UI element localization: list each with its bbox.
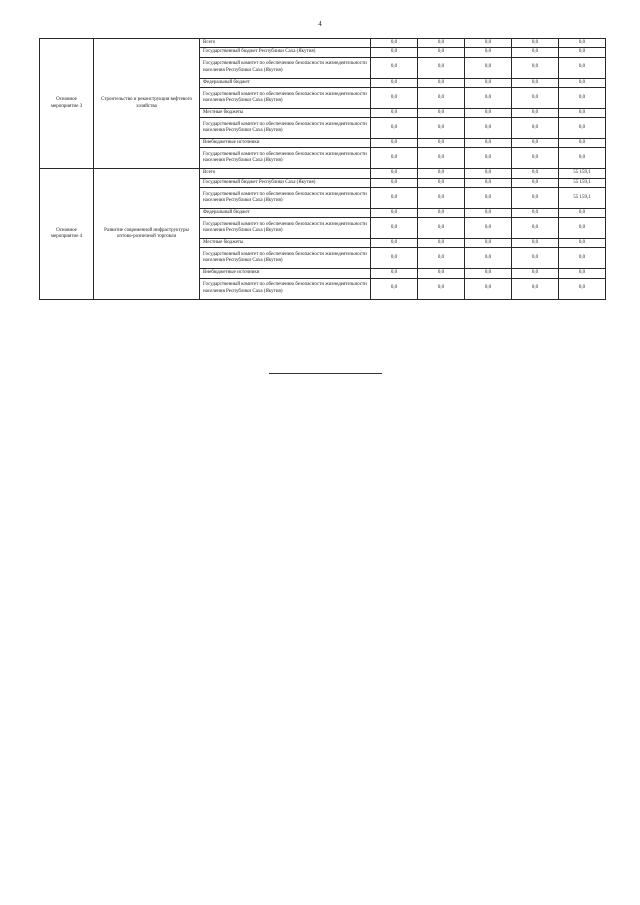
value-cell: 0,0 [418,248,465,269]
value-cell: 0,0 [371,269,418,278]
value-cell: 0,0 [371,169,418,178]
value-cell: 0,0 [465,269,512,278]
funding-source-cell: Государственный комитет по обеспечению безопасности жизнедеятельности населения Республики Саха (Якутия) [200,57,371,78]
funding-source-cell: Внебюджетные источники [200,139,371,148]
value-cell: 0,0 [418,169,465,178]
value-cell: 0,0 [512,239,559,248]
funding-table-body [40,39,606,300]
value-cell: 0,0 [512,118,559,139]
value-cell: 0,0 [418,39,465,48]
value-cell: 0,0 [465,48,512,57]
value-cell: 0,0 [512,108,559,117]
funding-source-cell: Государственный бюджет Республики Саха (Якутия) [200,48,371,57]
value-cell: 0,0 [559,208,606,217]
value-cell: 0,0 [418,108,465,117]
value-cell: 0,0 [559,278,606,299]
value-cell: 0,0 [512,57,559,78]
value-cell: 0,0 [559,239,606,248]
value-cell: 0,0 [559,218,606,239]
value-cell: 0,0 [371,118,418,139]
value-cell: 0,0 [465,39,512,48]
value-cell: 0,0 [512,148,559,169]
value-cell: 0,0 [465,57,512,78]
value-cell: 0,0 [512,87,559,108]
value-cell: 0,0 [371,139,418,148]
value-cell: 0,0 [559,39,606,48]
value-cell: 55 159,1 [559,178,606,187]
value-cell: 0,0 [418,218,465,239]
value-cell: 0,0 [418,87,465,108]
funding-source-cell: Государственный комитет по обеспечению безопасности жизнедеятельности населения Республики Саха (Якутия) [200,187,371,208]
value-cell: 0,0 [512,218,559,239]
value-cell: 0,0 [371,208,418,217]
value-cell: 55 159,1 [559,187,606,208]
value-cell: 0,0 [465,78,512,87]
value-cell: 0,0 [371,239,418,248]
value-cell: 0,0 [512,269,559,278]
value-cell: 0,0 [371,39,418,48]
value-cell: 0,0 [371,218,418,239]
value-cell: 0,0 [512,248,559,269]
funding-source-cell: Всего [200,39,371,48]
value-cell: 0,0 [465,118,512,139]
funding-source-cell: Всего [200,169,371,178]
value-cell: 0,0 [465,278,512,299]
value-cell: 0,0 [512,178,559,187]
value-cell: 0,0 [512,39,559,48]
funding-source-cell: Местные бюджеты [200,239,371,248]
value-cell: 0,0 [371,148,418,169]
value-cell: 0,0 [465,187,512,208]
value-cell: 0,0 [512,139,559,148]
value-cell: 0,0 [465,148,512,169]
funding-table [39,38,606,300]
funding-source-cell: Федеральный бюджет [200,208,371,217]
funding-source-cell: Государственный комитет по обеспечению безопасности жизнедеятельности населения Республики Саха (Якутия) [200,278,371,299]
funding-source-cell: Государственный комитет по обеспечению безопасности жизнедеятельности населения Республики Саха (Якутия) [200,218,371,239]
value-cell: 0,0 [418,48,465,57]
measure-name-cell: Строительство и реконструкция вефтевого хозяйства [94,39,200,169]
value-cell: 0,0 [465,178,512,187]
value-cell: 0,0 [465,208,512,217]
value-cell: 0,0 [512,169,559,178]
value-cell: 0,0 [512,278,559,299]
value-cell: 0,0 [465,108,512,117]
value-cell: 0,0 [465,218,512,239]
table-row [40,169,606,178]
funding-source-cell: Государственный комитет по обеспечению безопасности жизнедеятельности населения Республики Саха (Якутия) [200,118,371,139]
measure-name-cell: Развитие современной инфраструктуры оптово-розничной торговли [94,169,200,299]
closing-line [269,373,382,374]
value-cell: 0,0 [465,248,512,269]
funding-source-cell: Федеральный бюджет [200,78,371,87]
value-cell: 0,0 [371,248,418,269]
table-row [40,39,606,48]
value-cell: 0,0 [559,48,606,57]
funding-source-cell: Внебюджетные источники [200,269,371,278]
value-cell: 0,0 [371,278,418,299]
value-cell: 0,0 [371,108,418,117]
value-cell: 0,0 [559,248,606,269]
value-cell: 0,0 [418,187,465,208]
value-cell: 0,0 [465,87,512,108]
value-cell: 0,0 [559,118,606,139]
value-cell: 0,0 [512,78,559,87]
page-number: 4 [318,20,322,28]
value-cell: 0,0 [512,187,559,208]
value-cell: 0,0 [418,139,465,148]
value-cell: 0,0 [418,208,465,217]
value-cell: 0,0 [371,48,418,57]
value-cell: 0,0 [371,87,418,108]
funding-source-cell: Государственный комитет по обеспечению безопасности жизнедеятельности населения Республики Саха (Якутия) [200,148,371,169]
value-cell: 0,0 [418,148,465,169]
value-cell: 0,0 [418,178,465,187]
value-cell: 0,0 [371,187,418,208]
value-cell: 0,0 [512,48,559,57]
value-cell: 0,0 [418,278,465,299]
value-cell: 55 159,1 [559,169,606,178]
value-cell: 0,0 [418,57,465,78]
value-cell: 0,0 [559,269,606,278]
value-cell: 0,0 [559,57,606,78]
value-cell: 0,0 [371,178,418,187]
funding-source-cell: Государственный бюджет Республики Саха (Якутия) [200,178,371,187]
value-cell: 0,0 [418,239,465,248]
value-cell: 0,0 [559,108,606,117]
value-cell: 0,0 [559,87,606,108]
measure-cell: Основное мероприятие 3 [40,39,94,169]
value-cell: 0,0 [559,148,606,169]
value-cell: 0,0 [559,78,606,87]
measure-cell: Основное мероприятие 4 [40,169,94,299]
value-cell: 0,0 [418,269,465,278]
value-cell: 0,0 [465,139,512,148]
value-cell: 0,0 [418,78,465,87]
funding-source-cell: Государственный комитет по обеспечению безопасности жизнедеятельности населения Республики Саха (Якутия) [200,248,371,269]
value-cell: 0,0 [465,169,512,178]
funding-source-cell: Государственный комитет по обеспечению безопасности жизнедеятельности населения Республики Саха (Якутия) [200,87,371,108]
value-cell: 0,0 [559,139,606,148]
value-cell: 0,0 [418,118,465,139]
value-cell: 0,0 [371,78,418,87]
funding-source-cell: Местные бюджеты [200,108,371,117]
value-cell: 0,0 [371,57,418,78]
value-cell: 0,0 [512,208,559,217]
value-cell: 0,0 [465,239,512,248]
